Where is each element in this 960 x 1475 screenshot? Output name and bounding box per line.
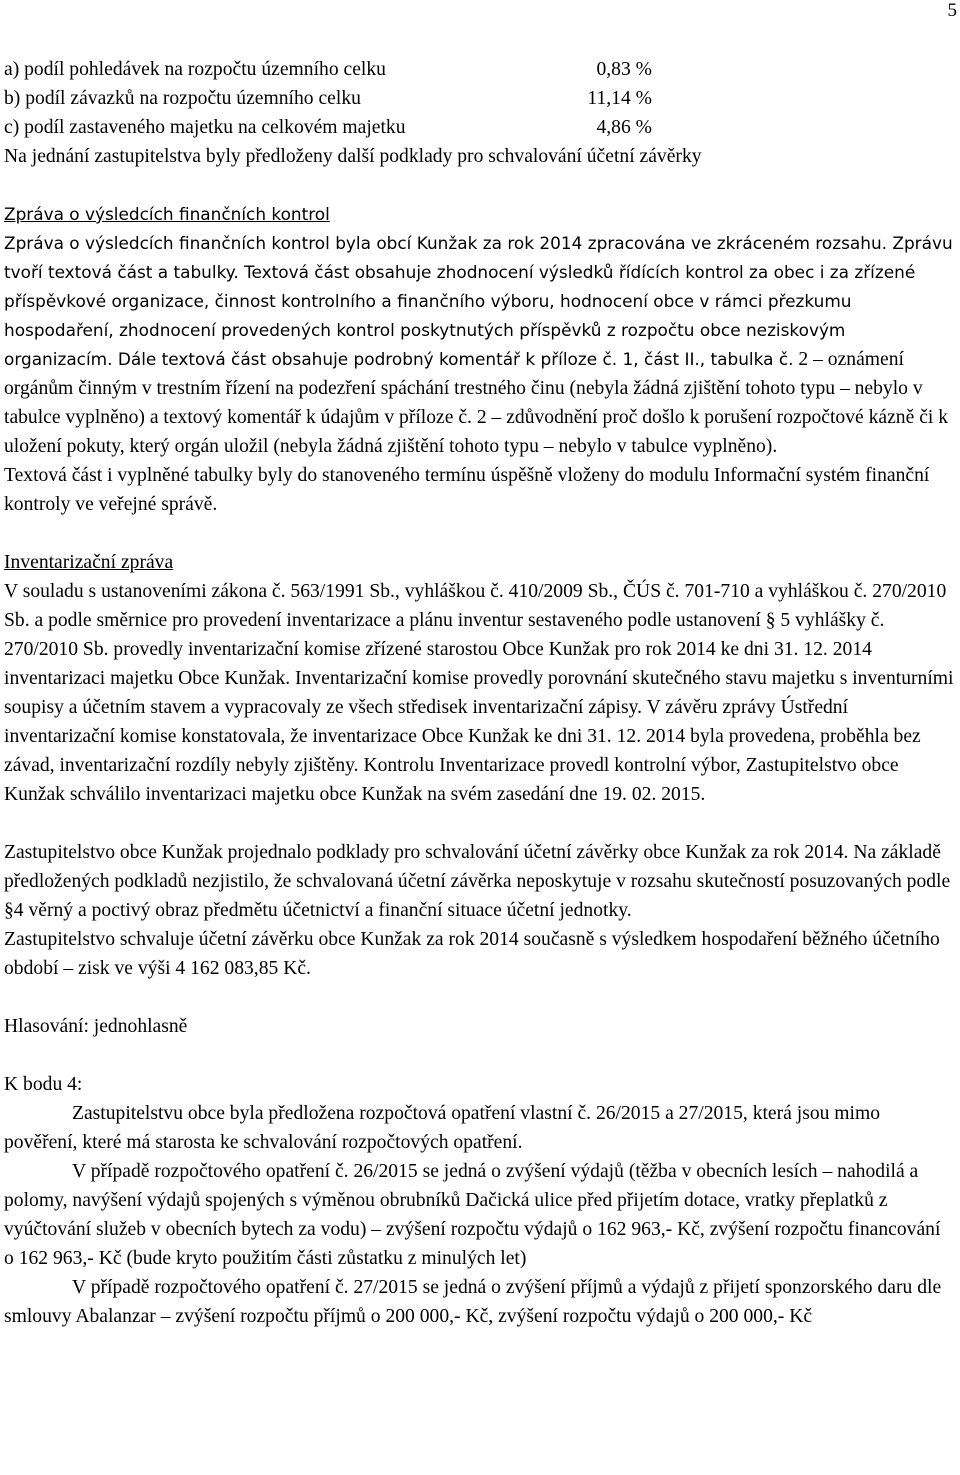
- vote-result: Hlasování: jednohlasně: [4, 1016, 188, 1037]
- inventory-heading-text: Inventarizační zpráva: [4, 552, 174, 573]
- intro-line: Na jednání zastupitelstva byly předloženy další podklady pro schvalování účetní závěrky: [4, 146, 702, 167]
- controls-text-serif: 2 – oznámení orgánům činným v trestním řízení na podezření spáchání trestného činu (nebyla žádná zjištění tohoto typu – nebylo v tabulce vyplněno) a textový komentář k údajům v příloze č. 2 – zdůvodnění proč došlo k porušení rozpočtové kázně či k uložení pokuty, který orgán uložil (nebyla žádná zjištění tohoto typu – nebylo v tabulce vyplněno).: [4, 349, 949, 457]
- controls-submission: Textová část i vyplněné tabulky byly do stanoveného termínu úspěšně vloženy do modulu Informační systém finanční kontroly ve veřejné správě.: [4, 465, 930, 515]
- controls-heading: [4, 200, 954, 229]
- ratio-row: [4, 55, 954, 84]
- controls-paragraph: [4, 229, 954, 461]
- document-body: [4, 55, 954, 1331]
- item4-paragraph-2: V případě rozpočtového opatření č. 26/2015 se jedná o zvýšení výdajů (těžba v obecních lesích – nahodilá a polomy, navýšení výdajů spojených s výměnou obrubníků Dačická ulice před přijetím dotace, vratky přeplatků z vyúčtování služeb v obecních bytech za vodu) – zvýšení rozpočtu výdajů o 162 963,- Kč, zvýšení rozpočtu financování o 162 963,- Kč (bude kryto použitím části zůstatku z minulých let): [4, 1161, 941, 1269]
- item4-paragraph-1: Zastupitelstvu obce byla předložena rozpočtová opatření vlastní č. 26/2015 a 27/2015, která jsou mimo pověření, které má starosta ke schvalování rozpočtových opatření.: [4, 1103, 881, 1153]
- decision-paragraph-2: Zastupitelstvo schvaluje účetní závěrku obce Kunžak za rok 2014 současně s výsledkem hospodaření běžného účetního období – zisk ve výši 4 162 083,85 Kč.: [4, 929, 940, 979]
- page-number: 5: [947, 0, 957, 21]
- ratio-value: 0,83 %: [596, 59, 652, 80]
- ratio-row: [4, 113, 954, 142]
- ratio-label: b) podíl závazků na rozpočtu územního celku: [4, 88, 361, 109]
- item4-paragraph-3: V případě rozpočtového opatření č. 27/2015 se jedná o zvýšení příjmů a výdajů z přijetí sponzorského daru dle smlouvy Abalanzar – zvýšení rozpočtu příjmů o 200 000,- Kč, zvýšení rozpočtu výdajů o 200 000,- Kč: [4, 1277, 942, 1327]
- ratio-label: a) podíl pohledávek na rozpočtu územního celku: [4, 59, 386, 80]
- controls-text-sans: Zpráva o výsledcích finančních kontrol byla obcí Kunžak za rok 2014 zpracována ve zkráceném rozsahu. Zprávu tvoří textová část a tabulky. Textová část obsahuje zhodnocení výsledků řídících kontrol za obec i za zřízené příspěvkové organizace, činnost kontrolního a finančního výboru, hodnocení obce v rámci přezkumu hospodaření, zhodnocení provedených kontrol poskytnutých příspěvků z rozpočtu obce neziskovým organizacím. Dále textová část obsahuje podrobný komentář k příloze č. 1, část II., tabulka č.: [4, 233, 953, 369]
- ratio-row: [4, 84, 954, 113]
- controls-heading-text: Zpráva o výsledcích finančních kontrol: [4, 204, 330, 224]
- item4-heading: K bodu 4:: [4, 1074, 83, 1095]
- ratio-value: 4,86 %: [596, 117, 652, 138]
- inventory-heading: [4, 548, 954, 577]
- inventory-paragraph: V souladu s ustanoveními zákona č. 563/1991 Sb., vyhláškou č. 410/2009 Sb., ČÚS č. 701-710 a vyhláškou č. 270/2010 Sb. a podle směrnice pro provedení inventarizace a plánu inventur sestaveného podle ustanovení § 5 vyhlášky č. 270/2010 Sb. provedly inventarizační komise zřízené starostou Obce Kunžak pro rok 2014 ke dni 31. 12. 2014 inventarizaci majetku Obce Kunžak. Inventarizační komise provedly porovnání skutečného stavu majetku s inventurními soupisy a účetním stavem a vypracovaly ze všech středisek inventarizační zápisy. V závěru zprávy Ústřední inventarizační komise konstatovala, že inventarizace Obce Kunžak ke dni 31. 12. 2014 byla provedena, proběhla bez závad, inventarizační rozdíly nebyly zjištěny. Kontrolu Inventarizace provedl kontrolní výbor, Zastupitelstvo obce Kunžak schválilo inventarizaci majetku obce Kunžak na svém zasedání dne 19. 02. 2015.: [4, 581, 954, 805]
- ratio-label: c) podíl zastaveného majetku na celkovém majetku: [4, 117, 406, 138]
- decision-paragraph-1: Zastupitelstvo obce Kunžak projednalo podklady pro schvalování účetní závěrky obce Kunžak za rok 2014. Na základě předložených podkladů nezjistilo, že schvalovaná účetní závěrka neposkytuje v rozsahu skutečností posuzovaných podle §4 věrný a poctivý obraz předmětu účetnictví a finanční situace účetní jednotky.: [4, 842, 951, 921]
- ratio-value: 11,14 %: [587, 88, 652, 109]
